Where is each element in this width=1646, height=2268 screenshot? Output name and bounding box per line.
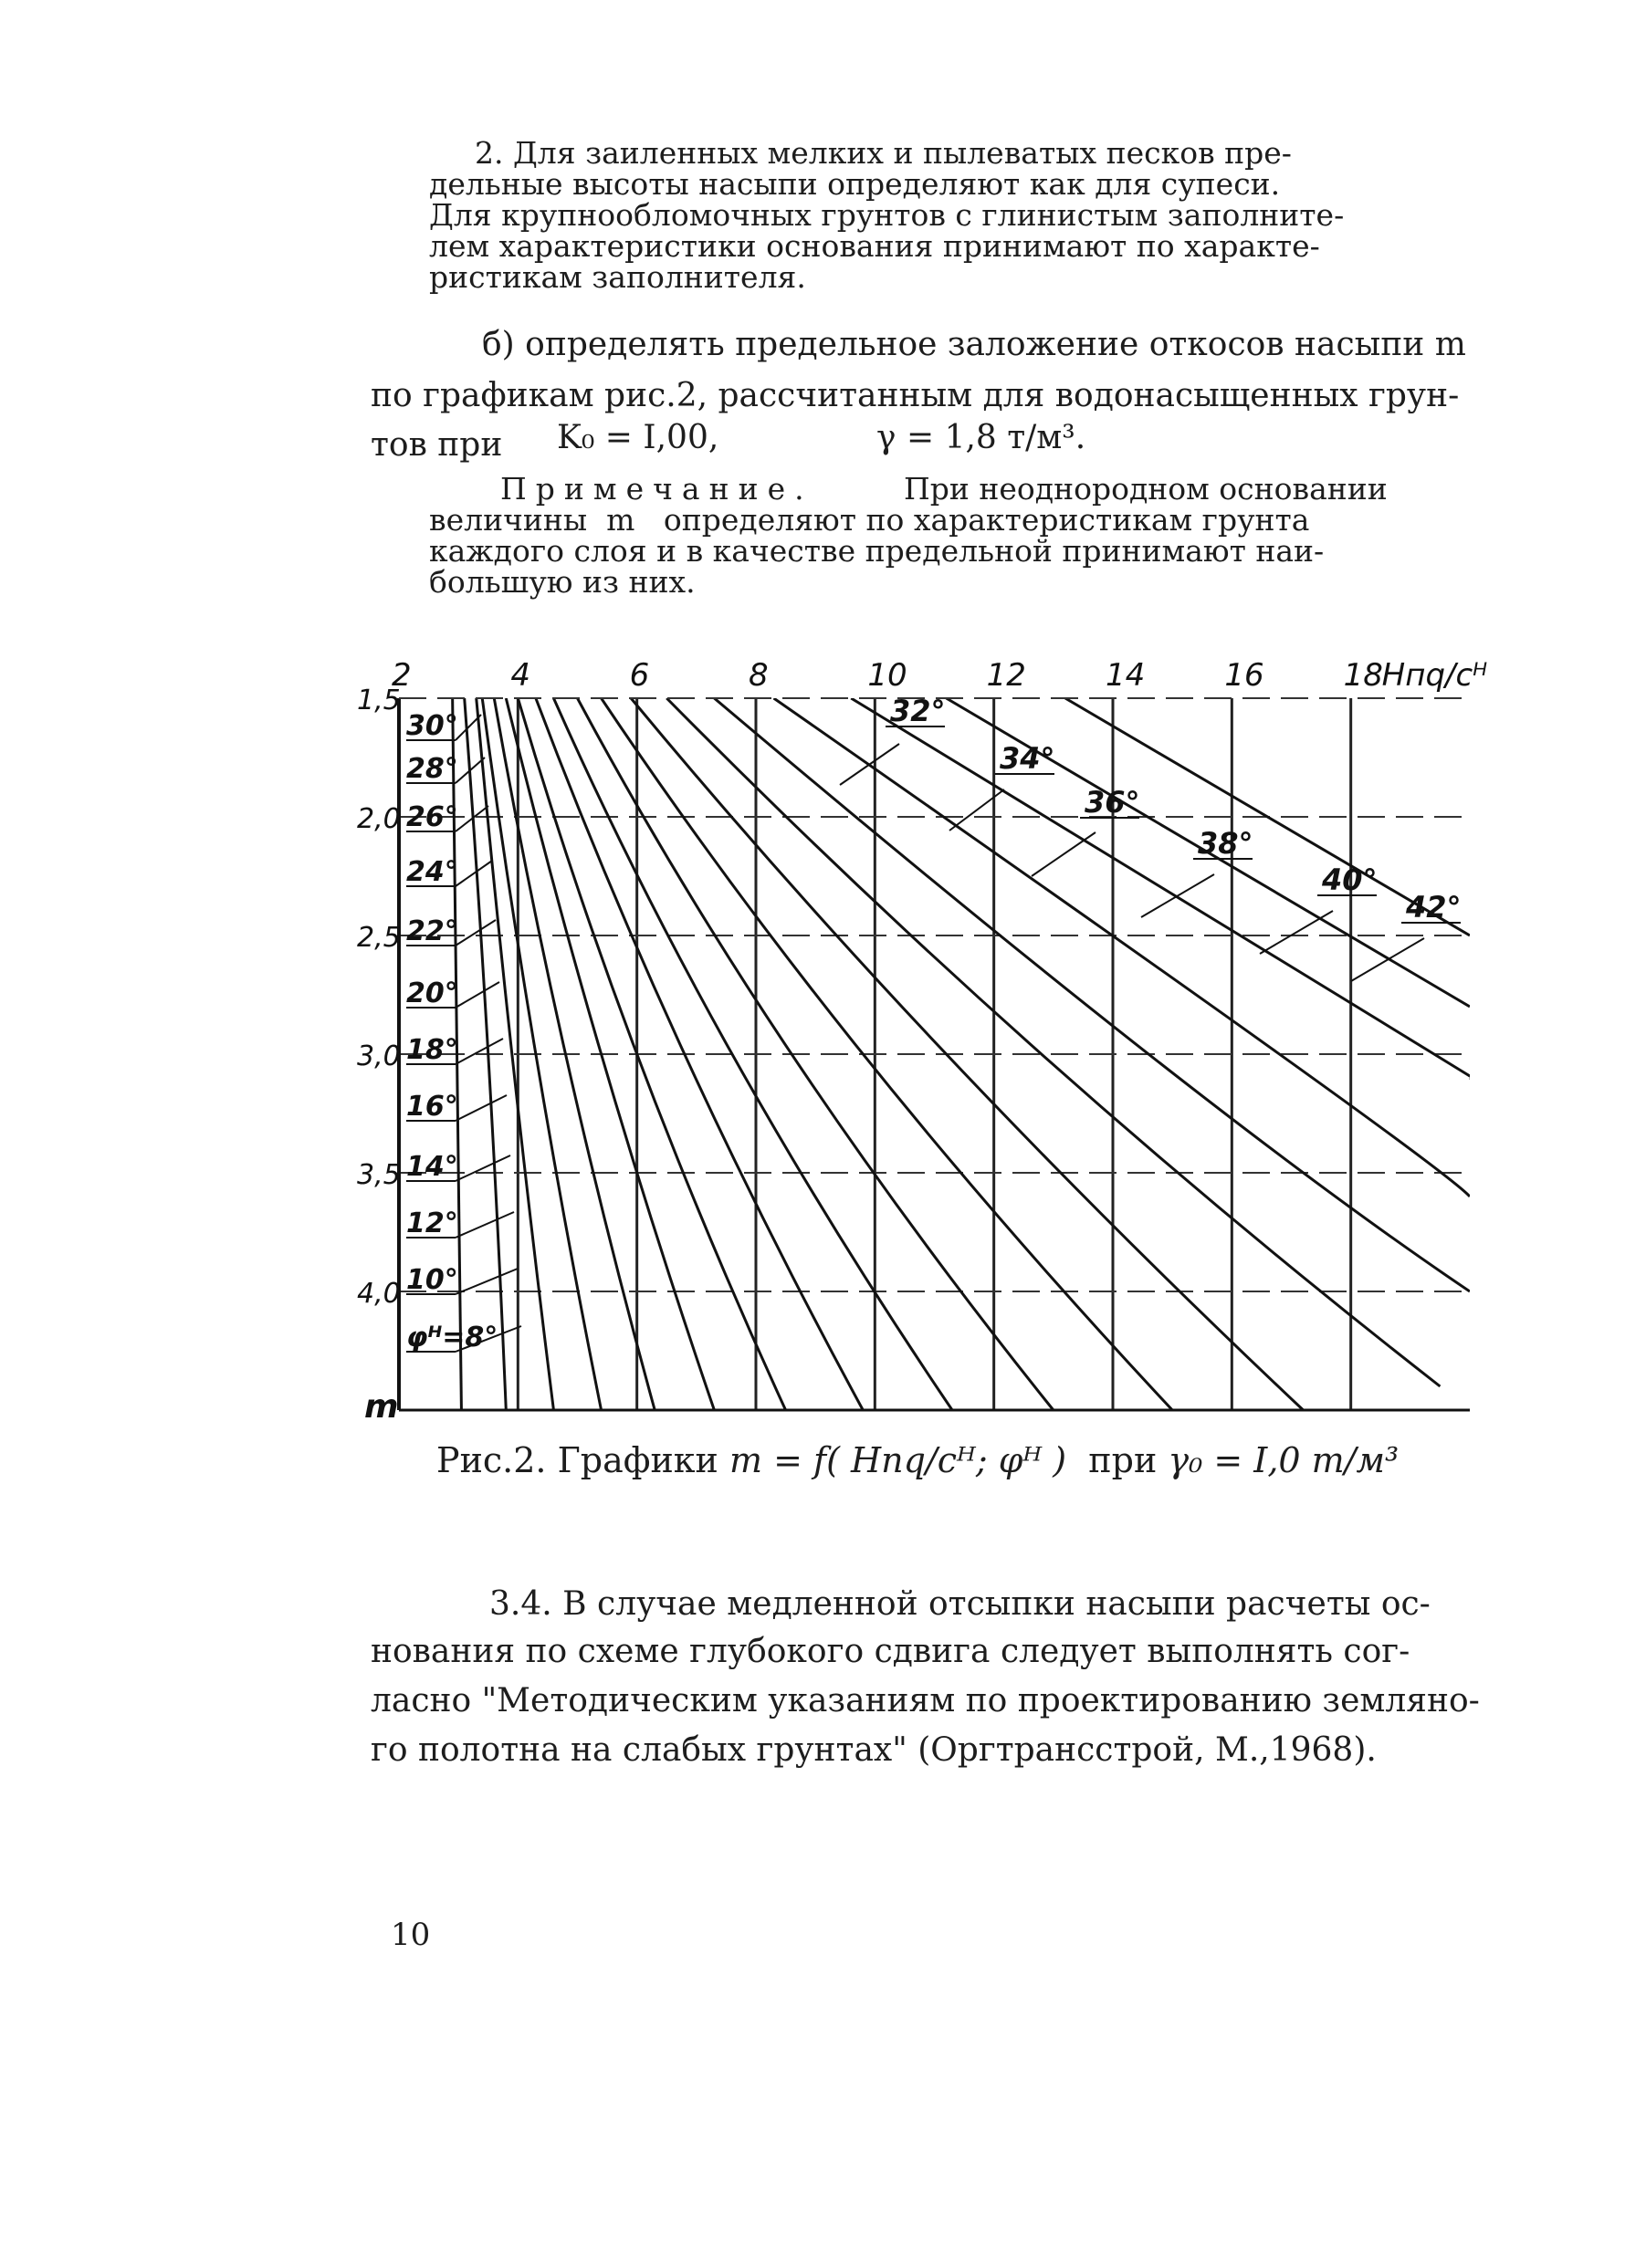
x-tick-label: 4 xyxy=(510,657,530,694)
x-tick-label: 18 xyxy=(1343,657,1383,694)
x-tick-label: 6 xyxy=(629,657,650,694)
angle-label-left: 12° xyxy=(406,1207,458,1239)
note-2-line: ристикам заполнителя. xyxy=(429,259,806,295)
caption-gamma: γ₀ = I,0 т/м³ xyxy=(1168,1440,1400,1480)
chart-grid xyxy=(399,698,1470,1410)
angle-label-leader xyxy=(456,1095,507,1121)
caption-mid: при xyxy=(1066,1440,1169,1480)
angle-label-left: 16° xyxy=(406,1091,458,1123)
angle-label-left: 14° xyxy=(406,1151,458,1183)
angle-label-leader xyxy=(456,1039,503,1064)
primechanie-line: каждого слоя и в качестве предельной принимают наи- xyxy=(429,533,1325,569)
caption-formula: m = f( Hпq/cᴴ; φᴴ ) xyxy=(729,1440,1067,1480)
y-tick-label: 3,0 xyxy=(357,1040,401,1072)
item-b-line: тов при xyxy=(371,426,503,464)
gamma-value: γ = 1,8 т/м³. xyxy=(876,419,1086,456)
y-tick-label: 4,0 xyxy=(357,1278,401,1310)
page-number: 10 xyxy=(391,1917,431,1953)
angle-label-leader xyxy=(456,1212,514,1238)
angle-label-left: 26° xyxy=(406,801,458,833)
primechanie-line: величины m определяют по характеристикам грунта xyxy=(429,502,1310,538)
y-tick-label: 3,5 xyxy=(357,1159,401,1191)
primechanie-heading: Примечание. xyxy=(500,471,813,507)
angle-label-right: 36° xyxy=(1085,785,1140,820)
angle-label-leader xyxy=(456,861,492,886)
angle-label-left: 24° xyxy=(406,856,458,888)
y-tick-label: 2,5 xyxy=(357,922,401,954)
angle-label-right: 34° xyxy=(1000,741,1055,776)
angle-label-leader xyxy=(456,920,496,946)
figure-caption xyxy=(436,1442,1399,1479)
x-tick-label: 8 xyxy=(749,657,769,694)
section-3-4-line: го полотна на слабых грунтах" (Оргтрансстрой, М.,1968). xyxy=(371,1731,1377,1769)
item-b-line: б) определять предельное заложение откосов насыпи m xyxy=(482,326,1466,363)
section-3-4-line: нования по схеме глубокого сдвига следует выполнять сог- xyxy=(371,1633,1410,1670)
y-axis-label: m xyxy=(364,1388,399,1426)
note-2-line: лем характеристики основания принимают по характе- xyxy=(429,228,1320,264)
x-tick-label: 10 xyxy=(867,657,907,694)
y-tick-label: 2,0 xyxy=(357,803,401,835)
k0-value: K₀ = I,00, xyxy=(557,419,719,456)
item-b-line: по графикам рис.2, рассчитанным для водонасыщенных грун- xyxy=(371,377,1460,414)
x-axis-label: Hпq/cᴴ xyxy=(1381,657,1488,694)
angle-label-left: 30° xyxy=(406,710,458,742)
angle-label-right: 38° xyxy=(1198,826,1253,861)
caption-prefix: Рис.2. Графики xyxy=(436,1440,729,1480)
primechanie-line: При неоднородном основании xyxy=(904,471,1388,507)
angle-label-left: φᴴ=8° xyxy=(406,1322,498,1353)
angle-label-leader xyxy=(949,789,1004,831)
section-3-4-line: ласно "Методическим указаниям по проектированию земляно- xyxy=(371,1682,1480,1719)
angle-label-leader xyxy=(456,1269,518,1294)
angle-label-leader xyxy=(1260,911,1333,954)
note-2-line: Для крупнообломочных грунтов с глинистым заполните- xyxy=(429,197,1345,233)
note-2-line: 2. Для заиленных мелких и пылеватых песков пре- xyxy=(475,135,1292,171)
curve-22deg xyxy=(536,698,863,1410)
curve-36deg xyxy=(774,698,1470,1197)
angle-label-left: 18° xyxy=(406,1034,458,1066)
x-tick-label: 14 xyxy=(1106,657,1146,694)
angle-label-leader xyxy=(1032,832,1096,876)
y-tick-label: 1,5 xyxy=(357,685,401,716)
angle-label-left: 22° xyxy=(406,915,458,947)
section-3-4-line: 3.4. В случае медленной отсыпки насыпи расчеты ос- xyxy=(489,1585,1431,1623)
angle-label-leader xyxy=(456,982,499,1008)
primechanie-line: большую из них. xyxy=(429,564,696,600)
angle-label-left: 10° xyxy=(406,1264,458,1296)
angle-label-leader xyxy=(456,1155,510,1181)
angle-label-right: 32° xyxy=(890,694,946,728)
x-tick-label: 12 xyxy=(986,657,1026,694)
x-tick-label: 2 xyxy=(392,657,412,694)
x-tick-label: 16 xyxy=(1224,657,1264,694)
angle-label-left: 20° xyxy=(406,977,458,1009)
angle-label-left: 28° xyxy=(406,753,458,785)
angle-label-right: 40° xyxy=(1322,862,1378,897)
note-2-line: дельные высоты насыпи определяют как для супеси. xyxy=(429,166,1281,202)
chart-labels xyxy=(357,657,1487,1426)
angle-label-right: 42° xyxy=(1406,890,1462,925)
